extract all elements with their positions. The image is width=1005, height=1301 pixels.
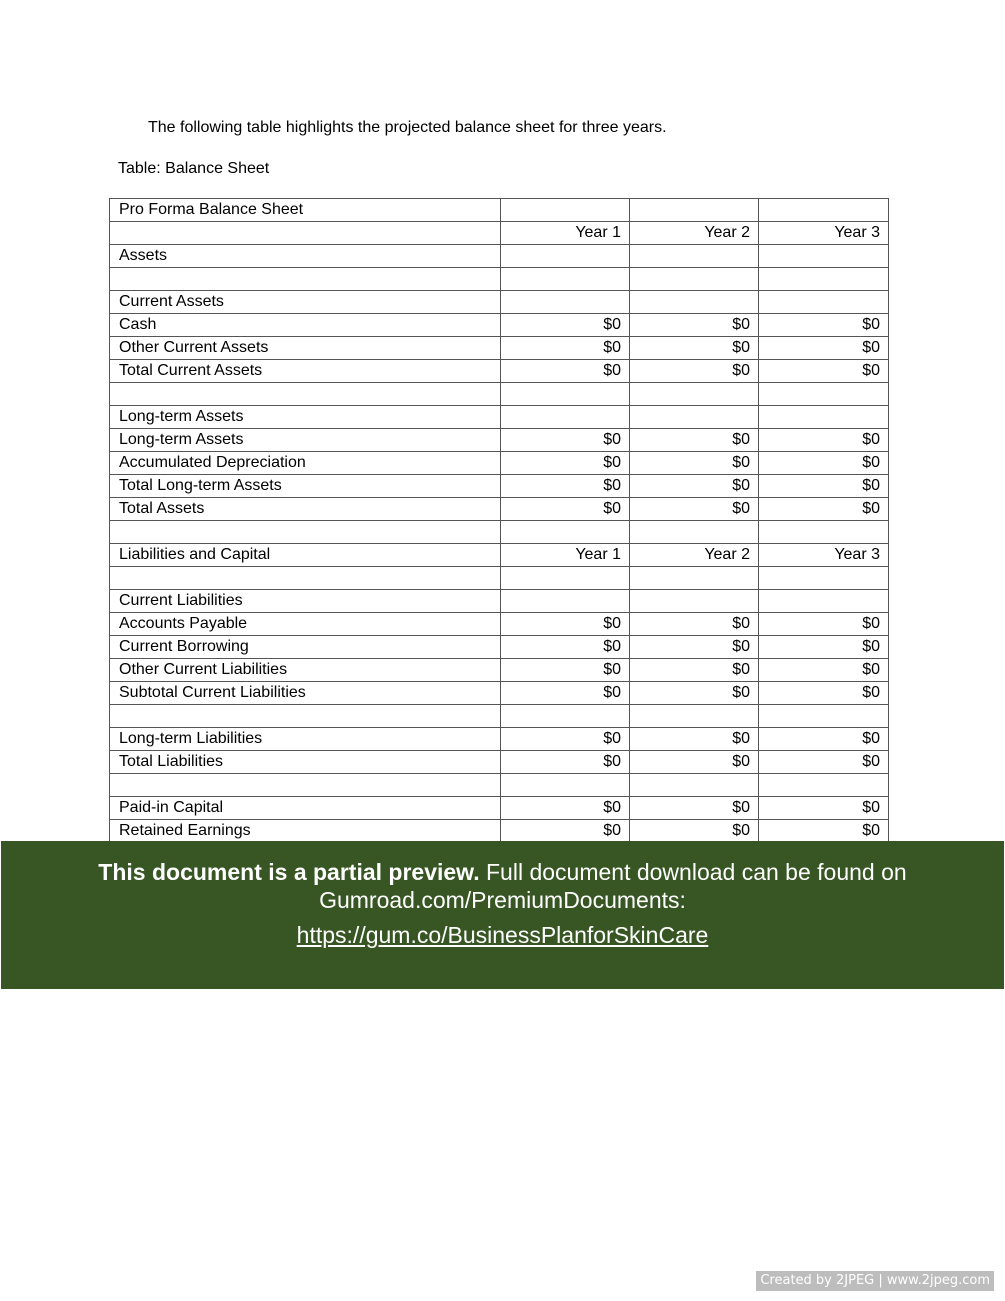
year2-value: $0 xyxy=(630,613,759,636)
banner-line2: Gumroad.com/PremiumDocuments: xyxy=(319,887,686,913)
table-row xyxy=(110,383,889,406)
year3-value: $0 xyxy=(759,429,889,452)
year2-value: $0 xyxy=(630,314,759,337)
year1-value: Year 1 xyxy=(501,222,630,245)
year3-value: $0 xyxy=(759,337,889,360)
year2-value xyxy=(630,383,759,406)
year3-value xyxy=(759,521,889,544)
table-row xyxy=(110,429,889,452)
table-row xyxy=(110,613,889,636)
year1-value: $0 xyxy=(501,636,630,659)
table-row xyxy=(110,475,889,498)
row-label: Long-term Assets xyxy=(110,429,501,452)
year3-value xyxy=(759,406,889,429)
year1-value xyxy=(501,567,630,590)
row-label xyxy=(110,268,501,291)
year3-value xyxy=(759,567,889,590)
row-label: Assets xyxy=(110,245,501,268)
row-label: Accounts Payable xyxy=(110,613,501,636)
year3-value xyxy=(759,199,889,222)
year3-value: $0 xyxy=(759,314,889,337)
year3-value xyxy=(759,705,889,728)
year1-value: $0 xyxy=(501,682,630,705)
year1-value: $0 xyxy=(501,452,630,475)
year1-value xyxy=(501,268,630,291)
year3-value: $0 xyxy=(759,498,889,521)
year3-value: $0 xyxy=(759,820,889,843)
table-row xyxy=(110,797,889,820)
year3-value: $0 xyxy=(759,360,889,383)
year1-value: $0 xyxy=(501,475,630,498)
year2-value xyxy=(630,774,759,797)
year1-value: $0 xyxy=(501,797,630,820)
year2-value xyxy=(630,705,759,728)
table-caption: Table: Balance Sheet xyxy=(118,160,270,177)
intro-paragraph: The following table highlights the projected balance sheet for three years. xyxy=(148,119,667,136)
year3-value: $0 xyxy=(759,659,889,682)
row-label: Other Current Assets xyxy=(110,337,501,360)
year1-value: $0 xyxy=(501,314,630,337)
row-label: Total Assets xyxy=(110,498,501,521)
year1-value xyxy=(501,521,630,544)
year3-value: $0 xyxy=(759,797,889,820)
footer-watermark: Created by 2JPEG | www.2jpeg.com xyxy=(756,1271,994,1291)
row-label: Current Borrowing xyxy=(110,636,501,659)
row-label: Retained Earnings xyxy=(110,820,501,843)
banner-bold-text: This document is a partial preview. xyxy=(98,859,480,885)
banner-text: Full document download can be found on xyxy=(479,859,907,885)
year1-value xyxy=(501,199,630,222)
year1-value: $0 xyxy=(501,360,630,383)
table-row xyxy=(110,222,889,245)
row-label: Paid-in Capital xyxy=(110,797,501,820)
table-row xyxy=(110,544,889,567)
table-row xyxy=(110,521,889,544)
year2-value: $0 xyxy=(630,682,759,705)
year1-value: $0 xyxy=(501,613,630,636)
table-row xyxy=(110,751,889,774)
row-label: Cash xyxy=(110,314,501,337)
year1-value: $0 xyxy=(501,337,630,360)
year1-value: $0 xyxy=(501,429,630,452)
table-row xyxy=(110,636,889,659)
row-label: Pro Forma Balance Sheet xyxy=(110,199,501,222)
year2-value xyxy=(630,291,759,314)
table-row xyxy=(110,268,889,291)
year2-value: $0 xyxy=(630,820,759,843)
year3-value: $0 xyxy=(759,452,889,475)
row-label xyxy=(110,705,501,728)
row-label: Current Assets xyxy=(110,291,501,314)
table-row xyxy=(110,291,889,314)
year3-value: $0 xyxy=(759,682,889,705)
year1-value: $0 xyxy=(501,751,630,774)
table-row xyxy=(110,567,889,590)
year2-value: $0 xyxy=(630,429,759,452)
year3-value: $0 xyxy=(759,636,889,659)
year1-value xyxy=(501,774,630,797)
year3-value: $0 xyxy=(759,475,889,498)
year3-value xyxy=(759,268,889,291)
row-label: Long-term Assets xyxy=(110,406,501,429)
row-label: Current Liabilities xyxy=(110,590,501,613)
year1-value xyxy=(501,383,630,406)
year3-value xyxy=(759,774,889,797)
year2-value xyxy=(630,590,759,613)
balance-sheet-body xyxy=(110,199,889,843)
year3-value xyxy=(759,590,889,613)
row-label xyxy=(110,774,501,797)
year3-value: Year 3 xyxy=(759,222,889,245)
row-label: Total Liabilities xyxy=(110,751,501,774)
row-label xyxy=(110,222,501,245)
year3-value: $0 xyxy=(759,751,889,774)
table-row xyxy=(110,337,889,360)
year2-value: Year 2 xyxy=(630,222,759,245)
year2-value: $0 xyxy=(630,797,759,820)
year1-value: $0 xyxy=(501,498,630,521)
row-label xyxy=(110,567,501,590)
table-row xyxy=(110,682,889,705)
year2-value: $0 xyxy=(630,659,759,682)
table-row xyxy=(110,820,889,843)
year2-value xyxy=(630,406,759,429)
year2-value xyxy=(630,268,759,291)
year2-value: $0 xyxy=(630,728,759,751)
year3-value xyxy=(759,291,889,314)
year2-value xyxy=(630,245,759,268)
year1-value xyxy=(501,705,630,728)
table-row xyxy=(110,705,889,728)
year3-value xyxy=(759,245,889,268)
table-row xyxy=(110,659,889,682)
balance-sheet-table xyxy=(109,198,889,843)
banner-download-link[interactable]: https://gum.co/BusinessPlanforSkinCare xyxy=(296,922,709,948)
table-row xyxy=(110,728,889,751)
year1-value xyxy=(501,406,630,429)
table-row xyxy=(110,360,889,383)
year1-value xyxy=(501,245,630,268)
table-row xyxy=(110,314,889,337)
year1-value: $0 xyxy=(501,728,630,751)
year1-value: $0 xyxy=(501,820,630,843)
row-label: Total Current Assets xyxy=(110,360,501,383)
banner-message xyxy=(1,858,1004,914)
year1-value xyxy=(501,590,630,613)
table-row xyxy=(110,498,889,521)
table-row xyxy=(110,199,889,222)
year3-value xyxy=(759,383,889,406)
year2-value: $0 xyxy=(630,452,759,475)
table-row xyxy=(110,406,889,429)
year2-value: $0 xyxy=(630,636,759,659)
year2-value: $0 xyxy=(630,751,759,774)
year3-value: $0 xyxy=(759,613,889,636)
year2-value: $0 xyxy=(630,498,759,521)
row-label xyxy=(110,521,501,544)
row-label: Other Current Liabilities xyxy=(110,659,501,682)
year2-value xyxy=(630,521,759,544)
year3-value: Year 3 xyxy=(759,544,889,567)
preview-banner xyxy=(1,841,1004,989)
row-label: Liabilities and Capital xyxy=(110,544,501,567)
year2-value: $0 xyxy=(630,475,759,498)
year3-value: $0 xyxy=(759,728,889,751)
row-label: Long-term Liabilities xyxy=(110,728,501,751)
year2-value xyxy=(630,567,759,590)
year1-value xyxy=(501,291,630,314)
year2-value: $0 xyxy=(630,360,759,383)
year1-value: Year 1 xyxy=(501,544,630,567)
year1-value: $0 xyxy=(501,659,630,682)
row-label: Total Long-term Assets xyxy=(110,475,501,498)
table-row xyxy=(110,245,889,268)
table-row xyxy=(110,452,889,475)
row-label: Accumulated Depreciation xyxy=(110,452,501,475)
row-label: Subtotal Current Liabilities xyxy=(110,682,501,705)
year2-value: Year 2 xyxy=(630,544,759,567)
row-label xyxy=(110,383,501,406)
table-row xyxy=(110,590,889,613)
year2-value: $0 xyxy=(630,337,759,360)
table-row xyxy=(110,774,889,797)
year2-value xyxy=(630,199,759,222)
